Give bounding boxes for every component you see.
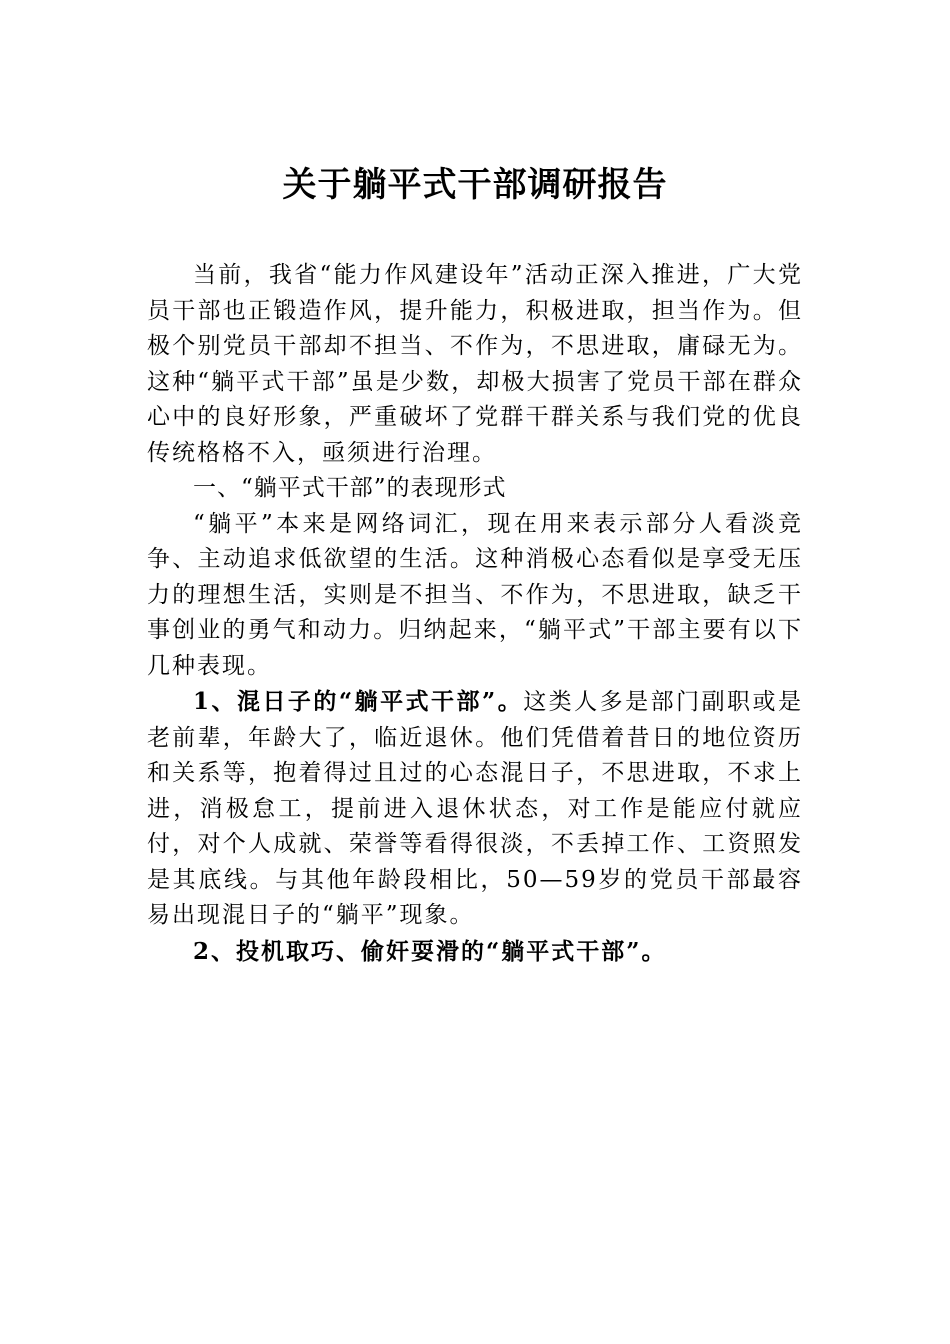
section-heading-1-text: 一、“躺平式干部”的表现形式 [193, 475, 507, 501]
section-heading-1 [147, 471, 803, 507]
item-2-paragraph [147, 934, 803, 971]
document-body [147, 258, 803, 970]
item-1-heading: 1、混日子的“躺平式干部”。 [193, 688, 524, 715]
section-1-paragraph [147, 507, 803, 685]
item-1-paragraph [147, 684, 803, 934]
section-1-paragraph-text: “躺平”本来是网络词汇，现在用来表示部分人看淡竞争、主动追求低欲望的生活。这种消极心态看似是享受无压力的理想生活，实则是不担当、不作为，不思进取，缺乏干事创业的勇气和动力。归纳起来，“躺平式”干部主要有以下几种表现。 [147, 510, 803, 679]
item-1-text: 这类人多是部门副职或是老前辈，年龄大了，临近退休。他们凭借着昔日的地位资历和关系等，抱着得过且过的心态混日子，不思进取，不求上进，消极怠工，提前进入退休状态，对工作是能应付就应付，对个人成就、荣誉等看得很淡，不丢掉工作、工资照发是其底线。与其他年龄段相比，50—59岁的党员干部最容易出现混日子的“躺平”现象。 [147, 689, 804, 928]
document-title: 关于躺平式干部调研报告 [282, 165, 668, 205]
intro-paragraph-text: 当前，我省“能力作风建设年”活动正深入推进，广大党员干部也正锻造作风，提升能力，积极进取，担当作为。但极个别党员干部却不担当、不作为，不思进取，庸碌无为。这种“躺平式干部”虽是少数，却极大损害了党员干部在群众心中的良好形象，严重破坏了党群干群关系与我们党的优良传统格格不入，亟须进行治理。 [147, 262, 803, 466]
intro-paragraph [147, 258, 803, 471]
item-2-heading: 2、投机取巧、偷奸耍滑的“躺平式干部”。 [193, 937, 667, 965]
